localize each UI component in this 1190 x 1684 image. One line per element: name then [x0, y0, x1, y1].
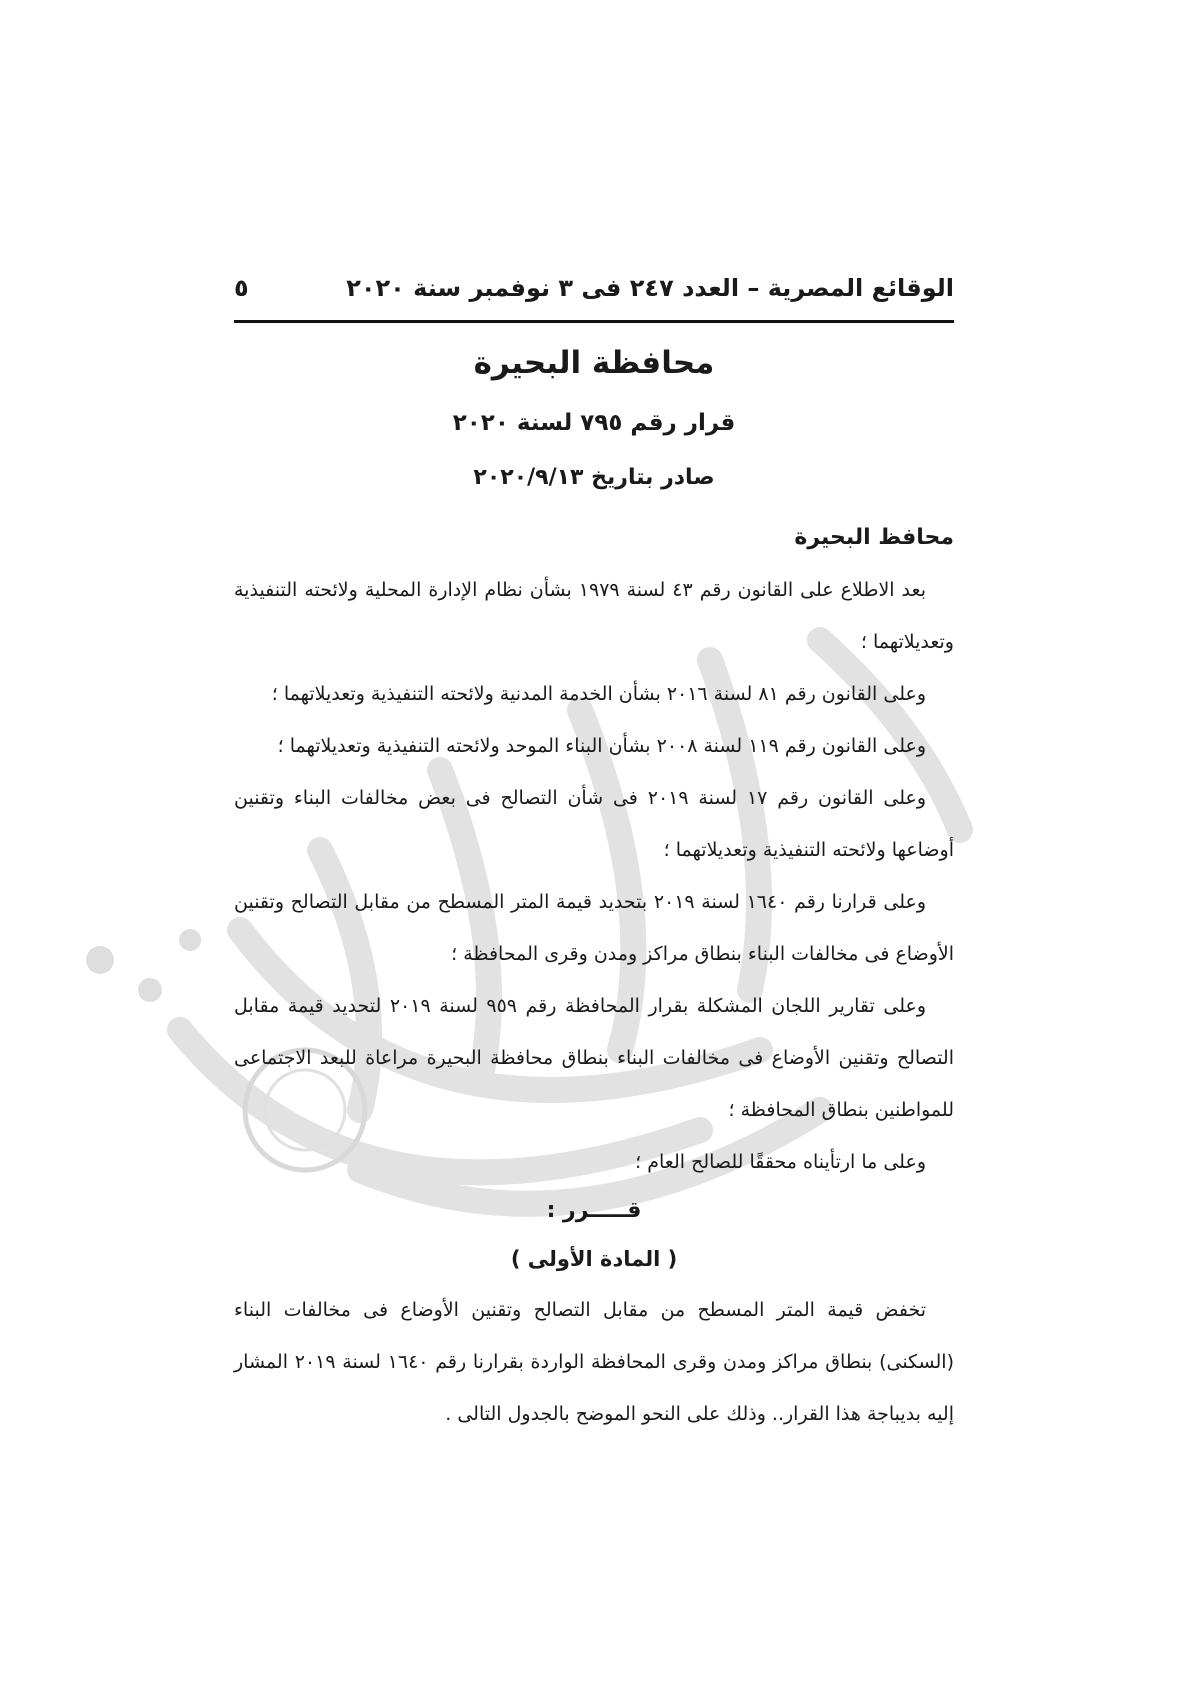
recital: وعلى القانون رقم ٨١ لسنة ٢٠١٦ بشأن الخدمة المدنية ولائحته التنفيذية وتعديلاتهما ؛ [271, 683, 926, 705]
recital: وعلى قرارنا رقم ١٦٤٠ لسنة ٢٠١٩ بتحديد قيمة المتر المسطح من مقابل التصالح وتقنين الأوضاع فى مخالفات البناء بنطاق مراكز ومدن وقرى المحافظة ؛ [234, 891, 954, 965]
recital: وعلى القانون رقم ١٧ لسنة ٢٠١٩ فى شأن التصالح فى بعض مخالفات البناء وتقنين أوضاعها ولائحته التنفيذية وتعديلاتهما ؛ [234, 787, 954, 861]
article-title: ( المادة الأولى ) [510, 1247, 678, 1271]
page-number: ٥ [234, 274, 249, 302]
decided-heading: قـــــرر : [546, 1198, 642, 1223]
recital: وعلى ما ارتأيناه محققًا للصالح العام ؛ [635, 1151, 926, 1173]
decree-body [234, 512, 954, 1440]
header-divider [234, 320, 954, 323]
governorate-title: محافظة البحيرة [473, 345, 715, 381]
recital: وعلى تقارير اللجان المشكلة بقرار المحافظة رقم ٩٥٩ لسنة ٢٠١٩ لتحديد قيمة مقابل التصالح وتقنين الأوضاع فى مخالفات البناء بنطاق محافظة البحيرة مراعاة للبعد الاجتماعى للمواطنين بنطاق المحافظة ؛ [234, 995, 954, 1121]
gazette-title: الوقائع المصرية – العدد ٢٤٧ فى ٣ نوفمبر سنة ٢٠٢٠ [346, 274, 954, 302]
recital: بعد الاطلاع على القانون رقم ٤٣ لسنة ١٩٧٩ بشأن نظام الإدارة المحلية ولائحته التنفيذية وتعديلاتهما ؛ [234, 579, 954, 653]
recital: وعلى القانون رقم ١١٩ لسنة ٢٠٠٨ بشأن البناء الموحد ولائحته التنفيذية وتعديلاتهما ؛ [277, 735, 926, 757]
issued-date: صادر بتاريخ ٢٠٢٠/٩/١٣ [473, 465, 715, 490]
decree-number: قرار رقم ٧٩٥ لسنة ٢٠٢٠ [452, 410, 736, 436]
article-text: تخفض قيمة المتر المسطح من مقابل التصالح وتقنين الأوضاع فى مخالفات البناء (السكنى) بنطاق مراكز ومدن وقرى المحافظة الواردة بقرارنا رقم ١٦٤٠ لسنة ٢٠١٩ المشار إليه بديباجة هذا القرار.. وذلك على النحو الموضح بالجدول التالى . [234, 1299, 954, 1425]
governor-label: محافظ البحيرة [794, 525, 954, 550]
page-header [234, 270, 954, 310]
